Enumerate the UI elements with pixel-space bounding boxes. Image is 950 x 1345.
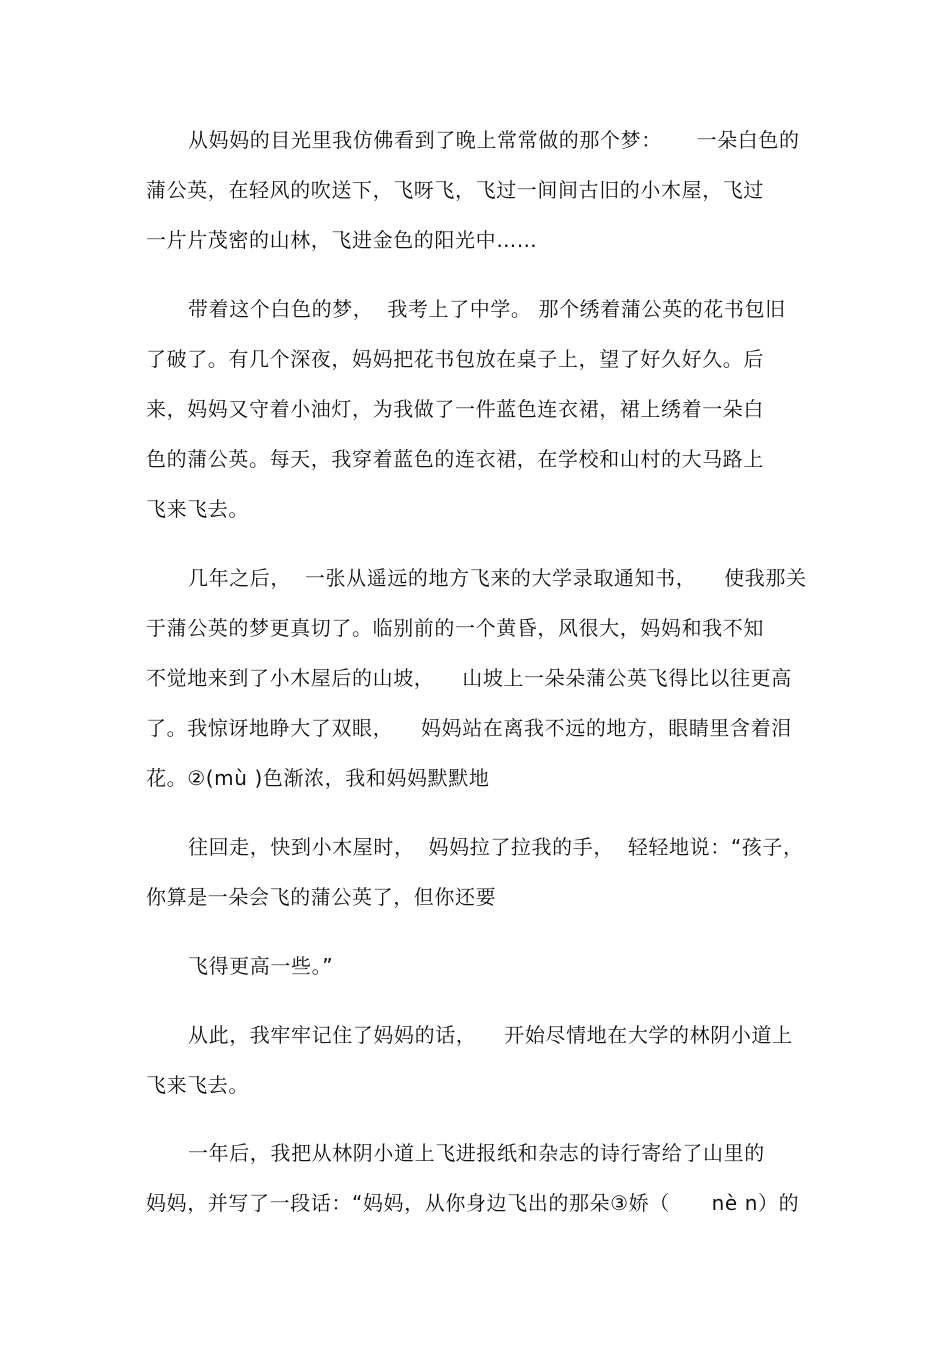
text-line: 花。②(mù )色渐浓，我和妈妈默默地 (146, 766, 490, 790)
text-line: 飞得更高一些。” (188, 954, 334, 978)
text-line: 一片片茂密的山林，飞进金色的阳光中…… (146, 228, 538, 252)
text-line: 往回走，快到小木屋时， 妈妈拉了拉我的手， 轻轻地说：“孩子， (188, 835, 804, 859)
text-line: 你算是一朵会飞的蒲公英了，但你还要 (146, 885, 497, 909)
text-line: 从妈妈的目光里我仿佛看到了晚上常常做的那个梦： 一朵白色的 (188, 128, 800, 152)
text-line: 来，妈妈又守着小油灯，为我做了一件蓝色连衣裙，裙上绣着一朵白 (146, 397, 764, 421)
text-line: 蒲公英，在轻风的吹送下，飞呀飞，飞过一间间古旧的小木屋，飞过 (146, 178, 764, 202)
text-line: 几年之后， 一张从遥远的地方飞来的大学录取通知书， 使我那关 (188, 566, 807, 590)
text-line: 从此，我牢牢记住了妈妈的话， 开始尽情地在大学的林阴小道上 (188, 1023, 793, 1047)
text-line: 带着这个白色的梦， 我考上了中学。 那个绣着蒲公英的花书包旧 (188, 297, 786, 321)
text-line: 一年后，我把从林阴小道上飞进报纸和杂志的诗行寄给了山里的 (188, 1141, 765, 1165)
text-line: 飞来飞去。 (146, 1073, 249, 1097)
text-line: 于蒲公英的梦更真切了。临别前的一个黄昏，风很大，妈妈和我不知 (146, 616, 764, 640)
text-line: 不觉地来到了小木屋后的山坡， 山坡上一朵朵蒲公英飞得比以往更高 (146, 666, 792, 690)
text-line: 了。我惊讶地睁大了双眼， 妈妈站在离我不远的地方，眼睛里含着泪 (146, 716, 792, 740)
text-line: 了破了。有几个深夜，妈妈把花书包放在桌子上，望了好久好久。后 (146, 347, 764, 371)
text-line: 飞来飞去。 (146, 497, 249, 521)
text-line: 妈妈，并写了一段话：“妈妈，从你身边飞出的那朵③娇（ nè n）的 (146, 1191, 800, 1215)
text-line: 色的蒲公英。每天，我穿着蓝色的连衣裙，在学校和山村的大马路上 (146, 447, 764, 471)
